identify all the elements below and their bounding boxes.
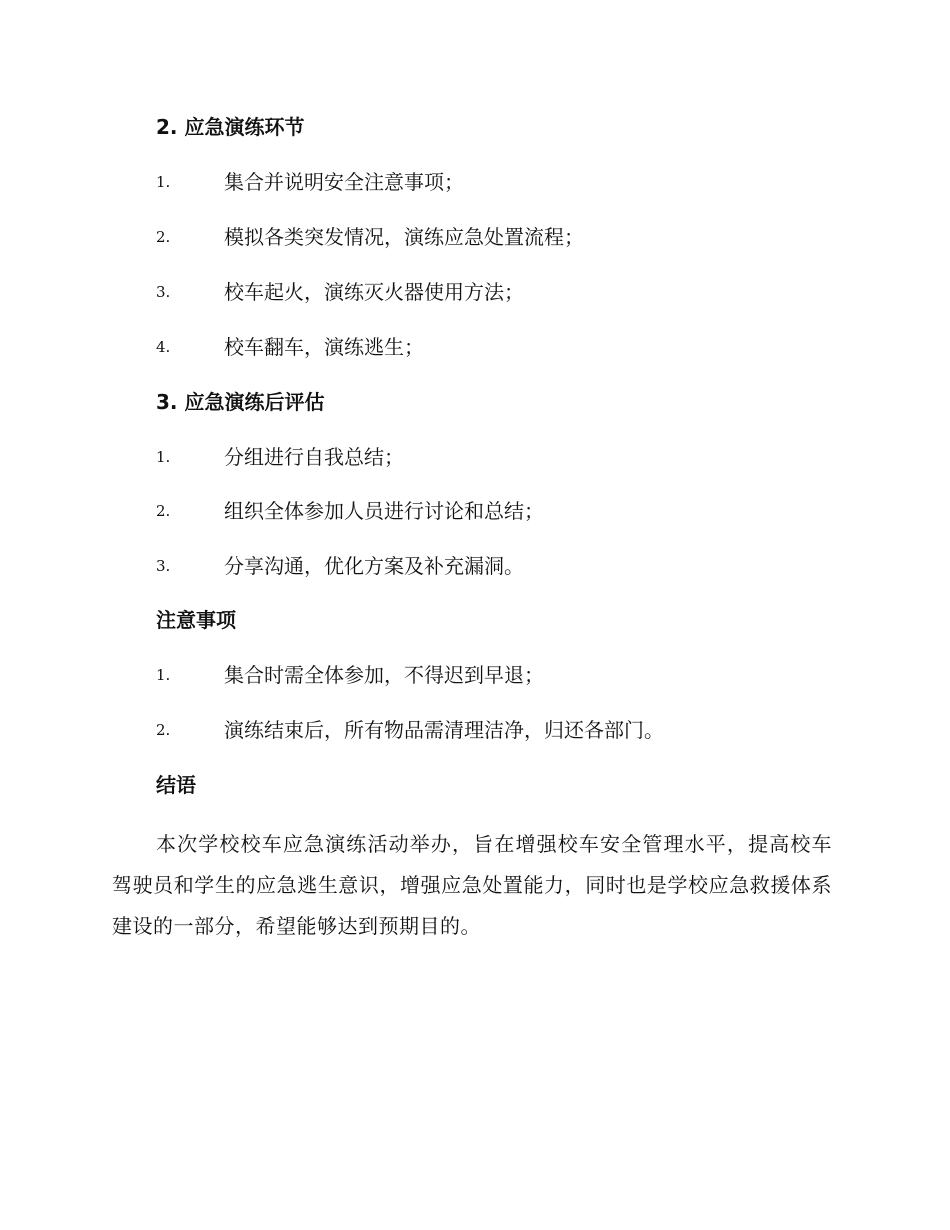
list-text: 集合时需全体参加，不得迟到早退； <box>224 663 544 687</box>
list-number: 4. <box>156 338 171 356</box>
list-number: 2. <box>156 721 171 739</box>
list-number: 1. <box>156 173 171 191</box>
section-heading-conclusion: 结语 <box>156 773 196 797</box>
list-text: 模拟各类突发情况，演练应急处置流程； <box>224 225 584 249</box>
list-text: 分享沟通，优化方案及补充漏洞。 <box>224 554 524 578</box>
section-heading-evaluation: 3. 应急演练后评估 <box>156 390 325 414</box>
list-text: 演练结束后，所有物品需清理洁净，归还各部门。 <box>224 718 664 742</box>
list-number: 1. <box>156 448 171 466</box>
list-number: 2. <box>156 228 171 246</box>
list-text: 校车翻车，演练逃生； <box>224 335 424 359</box>
list-number: 2. <box>156 502 171 520</box>
list-number: 1. <box>156 666 171 684</box>
section-heading-drill-steps: 2. 应急演练环节 <box>156 115 305 139</box>
list-text: 校车起火，演练灭火器使用方法； <box>224 280 524 304</box>
list-text: 集合并说明安全注意事项； <box>224 170 464 194</box>
list-text: 组织全体参加人员进行讨论和总结； <box>224 499 544 523</box>
list-number: 3. <box>156 557 171 575</box>
conclusion-paragraph: 本次学校校车应急演练活动举办，旨在增强校车安全管理水平，提高校车驾驶员和学生的应急逃生意识，增强应急处置能力，同时也是学校应急救援体系建设的一部分，希望能够达到预期目的。 <box>112 832 832 938</box>
list-text: 分组进行自我总结； <box>224 445 404 469</box>
section-heading-notes: 注意事项 <box>156 608 236 632</box>
list-number: 3. <box>156 283 171 301</box>
